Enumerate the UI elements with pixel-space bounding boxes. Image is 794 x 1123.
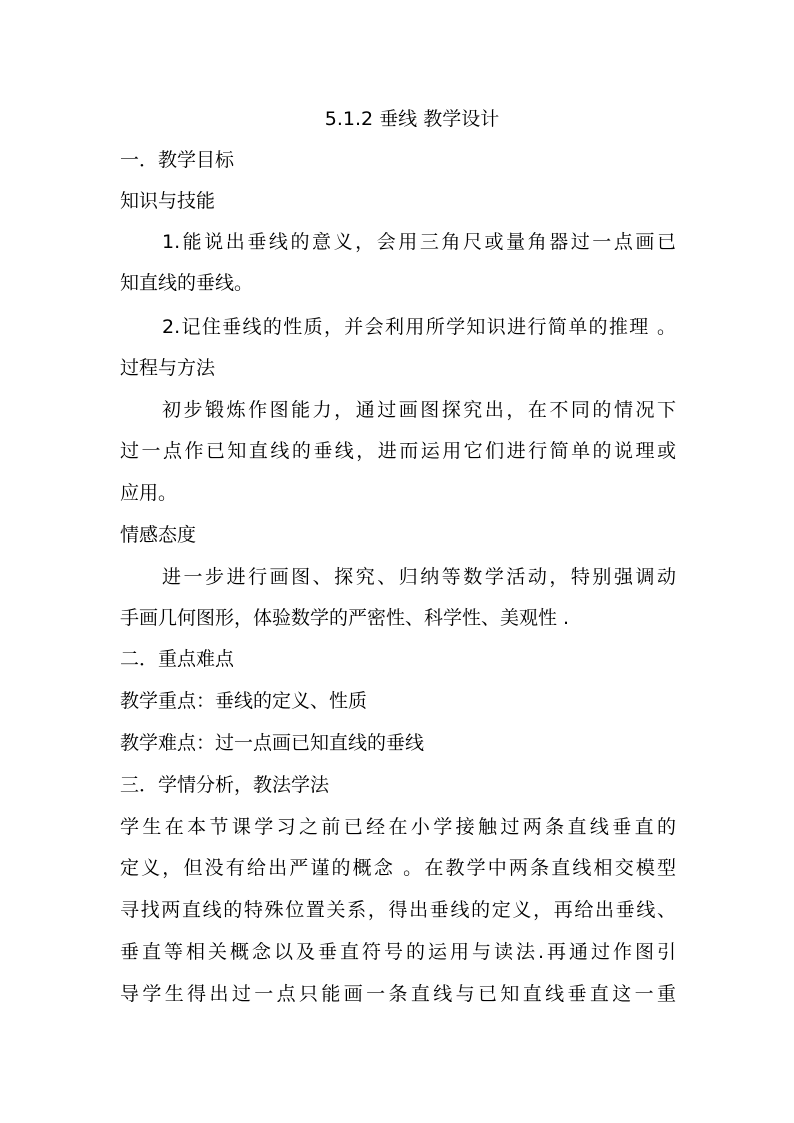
paragraph-line: 寻找两直线的特殊位置关系，得出垂线的定义，再给出垂线、 bbox=[120, 899, 676, 921]
paragraph-line: 应用。 bbox=[120, 482, 178, 504]
paragraph-line: 过一点作已知直线的垂线，进而运用它们进行简单的说理或 bbox=[120, 440, 676, 462]
section-heading-objectives: 一．教学目标 bbox=[120, 149, 235, 171]
subheading-attitude: 情感态度 bbox=[120, 524, 197, 546]
paragraph-line: 1.能说出垂线的意义，会用三角尺或量角器过一点画已 bbox=[162, 231, 676, 253]
section-heading-key-points: 二．重点难点 bbox=[120, 648, 235, 670]
paragraph-line: 手画几何图形，体验数学的严密性、科学性、美观性 . bbox=[120, 607, 570, 629]
subheading-knowledge-skills: 知识与技能 bbox=[120, 190, 216, 212]
paragraph-line: 教学重点：垂线的定义、性质 bbox=[120, 690, 368, 712]
paragraph-line: 学生在本节课学习之前已经在小学接触过两条直线垂直的 bbox=[120, 816, 676, 838]
section-heading-analysis: 三．学情分析，教法学法 bbox=[120, 774, 330, 796]
paragraph-line: 定义，但没有给出严谨的概念 。在教学中两条直线相交模型 bbox=[120, 857, 676, 879]
paragraph-line: 垂直等相关概念以及垂直符号的运用与读法.再通过作图引 bbox=[120, 941, 676, 963]
paragraph-line: 教学难点：过一点画已知直线的垂线 bbox=[120, 732, 425, 754]
paragraph-line: 导学生得出过一点只能画一条直线与已知直线垂直这一重 bbox=[120, 983, 676, 1005]
paragraph-line: 知直线的垂线。 bbox=[120, 272, 254, 294]
paragraph-line: 2.记住垂线的性质，并会利用所学知识进行简单的推理 。 bbox=[162, 316, 676, 338]
paragraph-line: 进一步进行画图、探究、归纳等数学活动，特别强调动 bbox=[162, 566, 676, 588]
paragraph-line: 初步锻炼作图能力，通过画图探究出，在不同的情况下 bbox=[162, 399, 676, 421]
subheading-process-methods: 过程与方法 bbox=[120, 357, 216, 379]
document-title: 5.1.2 垂线 教学设计 bbox=[324, 108, 500, 130]
